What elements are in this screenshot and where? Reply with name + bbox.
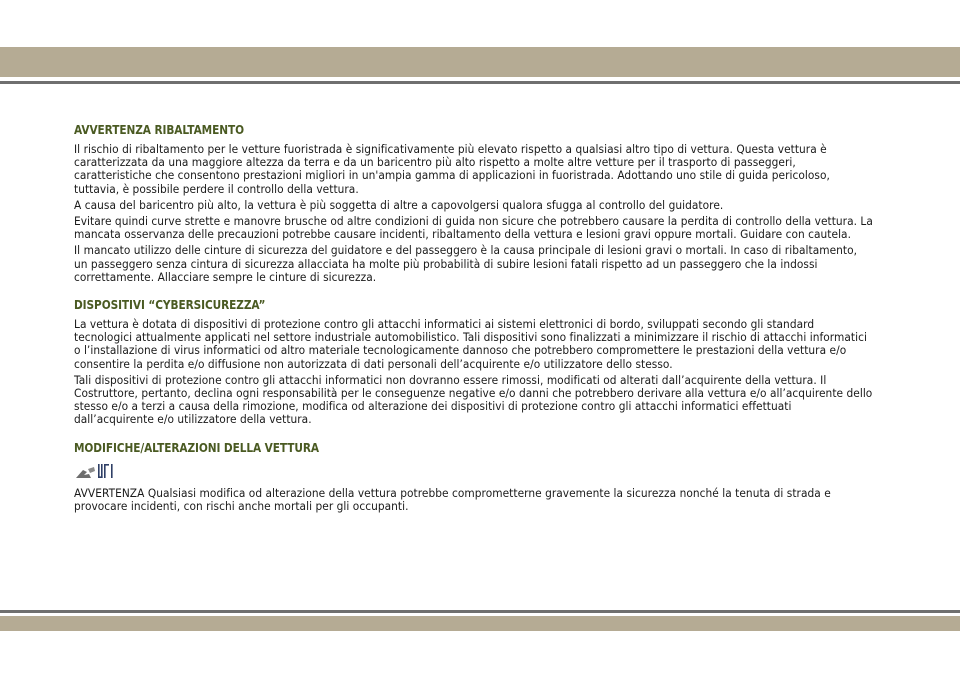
section-heading: AVVERTENZA RIBALTAMENTO — [74, 123, 244, 137]
bottom-color-band — [0, 616, 960, 631]
section-rollover-warning — [74, 123, 874, 284]
bottom-rule — [0, 610, 960, 613]
paragraph: Il mancato utilizzo delle cinture di sicurezza del guidatore e del passeggero è la causa principale di lesioni gravi o mortali. In caso di ribaltamento, un passeggero senza cintura di sicurezza allacciata ha molte più probabilità di subire lesioni fatali rispetto ad un passeggero che la indossi correttamente. Allacciare sempre le cinture di sicurezza. — [74, 243, 858, 284]
page-content — [74, 123, 874, 527]
paragraph: Il rischio di ribaltamento per le vetture fuoristrada è significativamente più elevato rispetto a qualsiasi altro tipo di vettura. Questa vettura è caratterizzata da una maggiore altezza da terra e da un baricentro più alto rispetto a molte altre vetture per il trasporto di passeggeri, caratteristiche che consentono prestazioni migliori in un'ampia gamma di applicazioni in fuoristrada. Adottando uno stile di guida pericoloso, tuttavia, è possibile perdere il controllo della vettura. — [74, 142, 830, 196]
section-heading: MODIFICHE/ALTERAZIONI DELLA VETTURA — [74, 440, 319, 455]
warning-hand-icon — [74, 461, 118, 483]
paragraph: La vettura è dotata di dispositivi di protezione contro gli attacchi informatici ai sistemi elettronici di bordo, sviluppati secondo gli standard tecnologici attualmente applicati nel settore industriale automobilistico. Tali dispositivi sono finalizzati a minimizzare il rischio di attacchi informatici o l’installazione di virus informatici od altro materiale tecnologicamente dannoso che potrebbero compromettere le prestazioni della vettura e/o consentire la perdita e/o diffusione non autorizzata di dati personali dell’acquirente e/o utilizzatore dello stesso. — [74, 317, 867, 371]
top-color-band — [0, 47, 960, 77]
section-heading: DISPOSITIVI “CYBERSICUREZZA” — [74, 298, 266, 313]
paragraph: Evitare quindi curve strette e manovre brusche od altre condizioni di guida non sicure che potrebbero causare la perdita di controllo della vettura. La mancata osservanza delle precauzioni potrebbe causare incidenti, ribaltamento della vettura e lesioni gravi oppure mortali. Guidare con cautela. — [74, 214, 873, 242]
paragraph: AVVERTENZA Qualsiasi modifica od alterazione della vettura potrebbe comprometterne gravemente la sicurezza nonché la tenuta di strada e provocare incidenti, con rischi anche mortali per gli occupanti. — [74, 485, 831, 513]
section-vehicle-modifications — [74, 441, 874, 513]
paragraph: Tali dispositivi di protezione contro gli attacchi informatici non dovranno essere rimossi, modificati od alterati dall’acquirente della vettura. Il Costruttore, pertanto, declina ogni responsabilità per le conseguenze negative e/o danni che potrebbero derivare alla vettura e/o all’acquirente dello stesso e/o a terzi a causa della rimozione, modifica od alterazione dei dispositivi di protezione contro gli attacchi informatici effettuati dall’acquirente e/o utilizzatore della vettura. — [74, 372, 873, 427]
warning-icon-row — [74, 461, 874, 485]
paragraph: A causa del baricentro più alto, la vettura è più soggetta di altre a capovolgersi qualora sfugga al controllo del guidatore. — [74, 197, 724, 212]
section-cybersecurity — [74, 298, 874, 427]
top-rule — [0, 81, 960, 84]
